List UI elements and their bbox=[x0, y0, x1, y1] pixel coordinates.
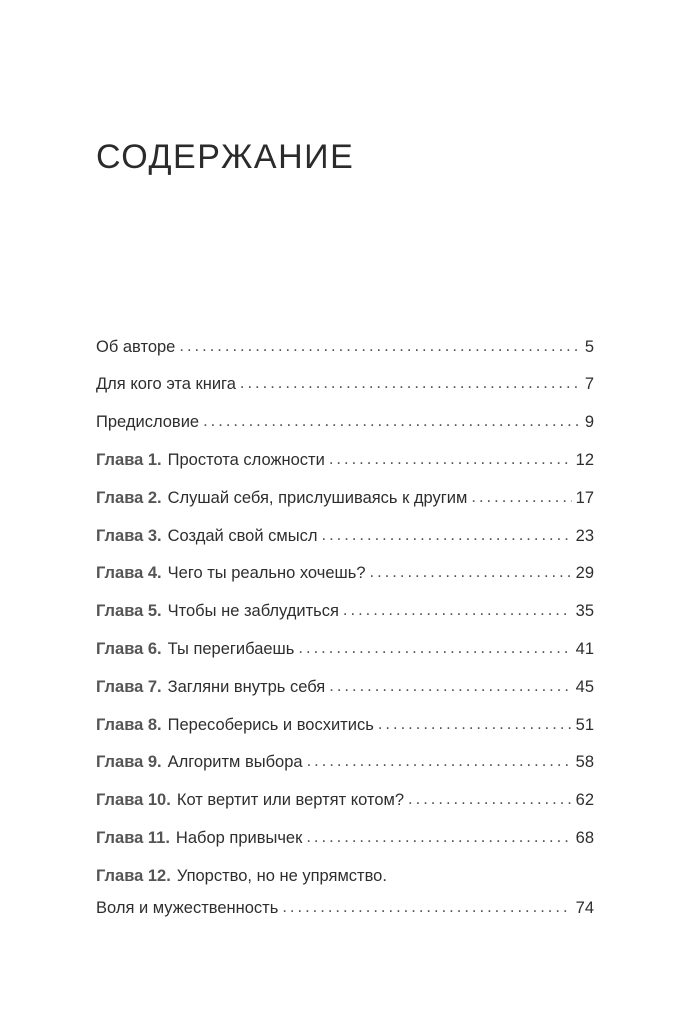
toc-chapter-label: Глава 9. bbox=[96, 753, 162, 772]
toc-page-number: 17 bbox=[575, 488, 594, 507]
toc-entry-about-author[interactable] bbox=[96, 328, 594, 366]
toc-entry-chapter-6[interactable] bbox=[96, 630, 594, 668]
toc-chapter-label: Глава 1. bbox=[96, 451, 162, 470]
toc-page-number: 45 bbox=[575, 677, 594, 696]
toc-chapter-label: Глава 6. bbox=[96, 640, 162, 659]
toc-page-number: 5 bbox=[584, 337, 594, 356]
toc-entry-chapter-8[interactable] bbox=[96, 706, 594, 744]
toc-entry-title: Загляни внутрь себя bbox=[167, 677, 326, 696]
toc-page-number: 51 bbox=[575, 715, 594, 734]
toc-entry-title-continued: Воля и мужественность bbox=[96, 898, 279, 917]
toc-entry-title: Для кого эта книга bbox=[96, 375, 236, 394]
dot-leader bbox=[370, 564, 572, 581]
toc-page-number: 29 bbox=[575, 564, 594, 583]
toc-entry-title: Слушай себя, прислушиваясь к другим bbox=[167, 488, 468, 507]
dot-leader bbox=[306, 829, 571, 846]
toc-page-number: 12 bbox=[575, 451, 594, 470]
toc-page-number: 23 bbox=[575, 526, 594, 545]
toc-page-number: 62 bbox=[575, 791, 594, 810]
toc-entry-title: Чтобы не заблудиться bbox=[167, 602, 339, 621]
toc-entry-title: Простота сложности bbox=[167, 451, 325, 470]
toc-entry-title: Об авторе bbox=[96, 337, 176, 356]
toc-entry-chapter-10[interactable] bbox=[96, 782, 594, 820]
dot-leader bbox=[408, 791, 572, 808]
toc-entry-title: Предисловие bbox=[96, 413, 200, 432]
page-title: СОДЕРЖАНИЕ bbox=[96, 138, 355, 176]
toc-entry-line-2 bbox=[96, 891, 594, 925]
toc-entry-audience[interactable] bbox=[96, 366, 594, 404]
toc-entry-title: Алгоритм выбора bbox=[167, 753, 303, 772]
dot-leader bbox=[343, 602, 572, 619]
dot-leader bbox=[203, 413, 580, 430]
toc-entry-chapter-1[interactable] bbox=[96, 441, 594, 479]
toc-page-number: 68 bbox=[575, 829, 594, 847]
toc-chapter-label: Глава 10. bbox=[96, 791, 171, 810]
dot-leader bbox=[282, 899, 571, 916]
toc-entry-title: Кот вертит или вертят котом? bbox=[176, 791, 405, 810]
toc-entry-title: Создай свой смысл bbox=[167, 526, 318, 545]
toc-chapter-label: Глава 4. bbox=[96, 564, 162, 583]
toc-entry-title: Чего ты реально хочешь? bbox=[167, 564, 366, 583]
toc-entry-chapter-9[interactable] bbox=[96, 744, 594, 782]
dot-leader bbox=[322, 527, 572, 544]
toc-page-number: 7 bbox=[584, 375, 594, 394]
toc-page-number: 58 bbox=[575, 753, 594, 772]
dot-leader bbox=[298, 640, 571, 657]
toc-entry-title: Пересоберись и восхитись bbox=[167, 715, 374, 734]
toc-entry-chapter-12[interactable] bbox=[96, 857, 594, 925]
toc-page-number: 35 bbox=[575, 602, 594, 621]
toc-entry-chapter-7[interactable] bbox=[96, 668, 594, 706]
toc-chapter-label: Глава 3. bbox=[96, 526, 162, 545]
toc-entry-preface[interactable] bbox=[96, 404, 594, 442]
toc-chapter-label: Глава 11. bbox=[96, 829, 170, 847]
toc-chapter-label: Глава 5. bbox=[96, 602, 162, 621]
toc-entry-title: Набор привычек bbox=[175, 829, 303, 847]
dot-leader bbox=[378, 716, 572, 733]
dot-leader bbox=[240, 375, 580, 392]
dot-leader bbox=[471, 489, 571, 506]
toc-entry-chapter-5[interactable] bbox=[96, 593, 594, 631]
toc-page-number: 74 bbox=[575, 898, 594, 917]
toc-chapter-label: Глава 7. bbox=[96, 677, 162, 696]
toc-page-number: 9 bbox=[584, 413, 594, 432]
toc-entry-title: Ты перегибаешь bbox=[167, 640, 295, 659]
toc-entry-line-1 bbox=[96, 861, 594, 891]
dot-leader bbox=[307, 753, 572, 770]
toc-entry-chapter-4[interactable] bbox=[96, 555, 594, 593]
toc-entry-chapter-3[interactable] bbox=[96, 517, 594, 555]
toc-page-number: 41 bbox=[575, 640, 594, 659]
toc-entry-title: Упорство, но не упрямство. bbox=[176, 866, 387, 885]
toc-chapter-label: Глава 12. bbox=[96, 866, 171, 885]
dot-leader bbox=[329, 451, 572, 468]
toc-entry-chapter-2[interactable] bbox=[96, 479, 594, 517]
dot-leader bbox=[329, 678, 571, 695]
toc-chapter-label: Глава 2. bbox=[96, 488, 162, 507]
toc-entry-chapter-11[interactable] bbox=[96, 819, 594, 857]
table-of-contents bbox=[96, 328, 594, 925]
dot-leader bbox=[179, 338, 580, 355]
toc-chapter-label: Глава 8. bbox=[96, 715, 162, 734]
